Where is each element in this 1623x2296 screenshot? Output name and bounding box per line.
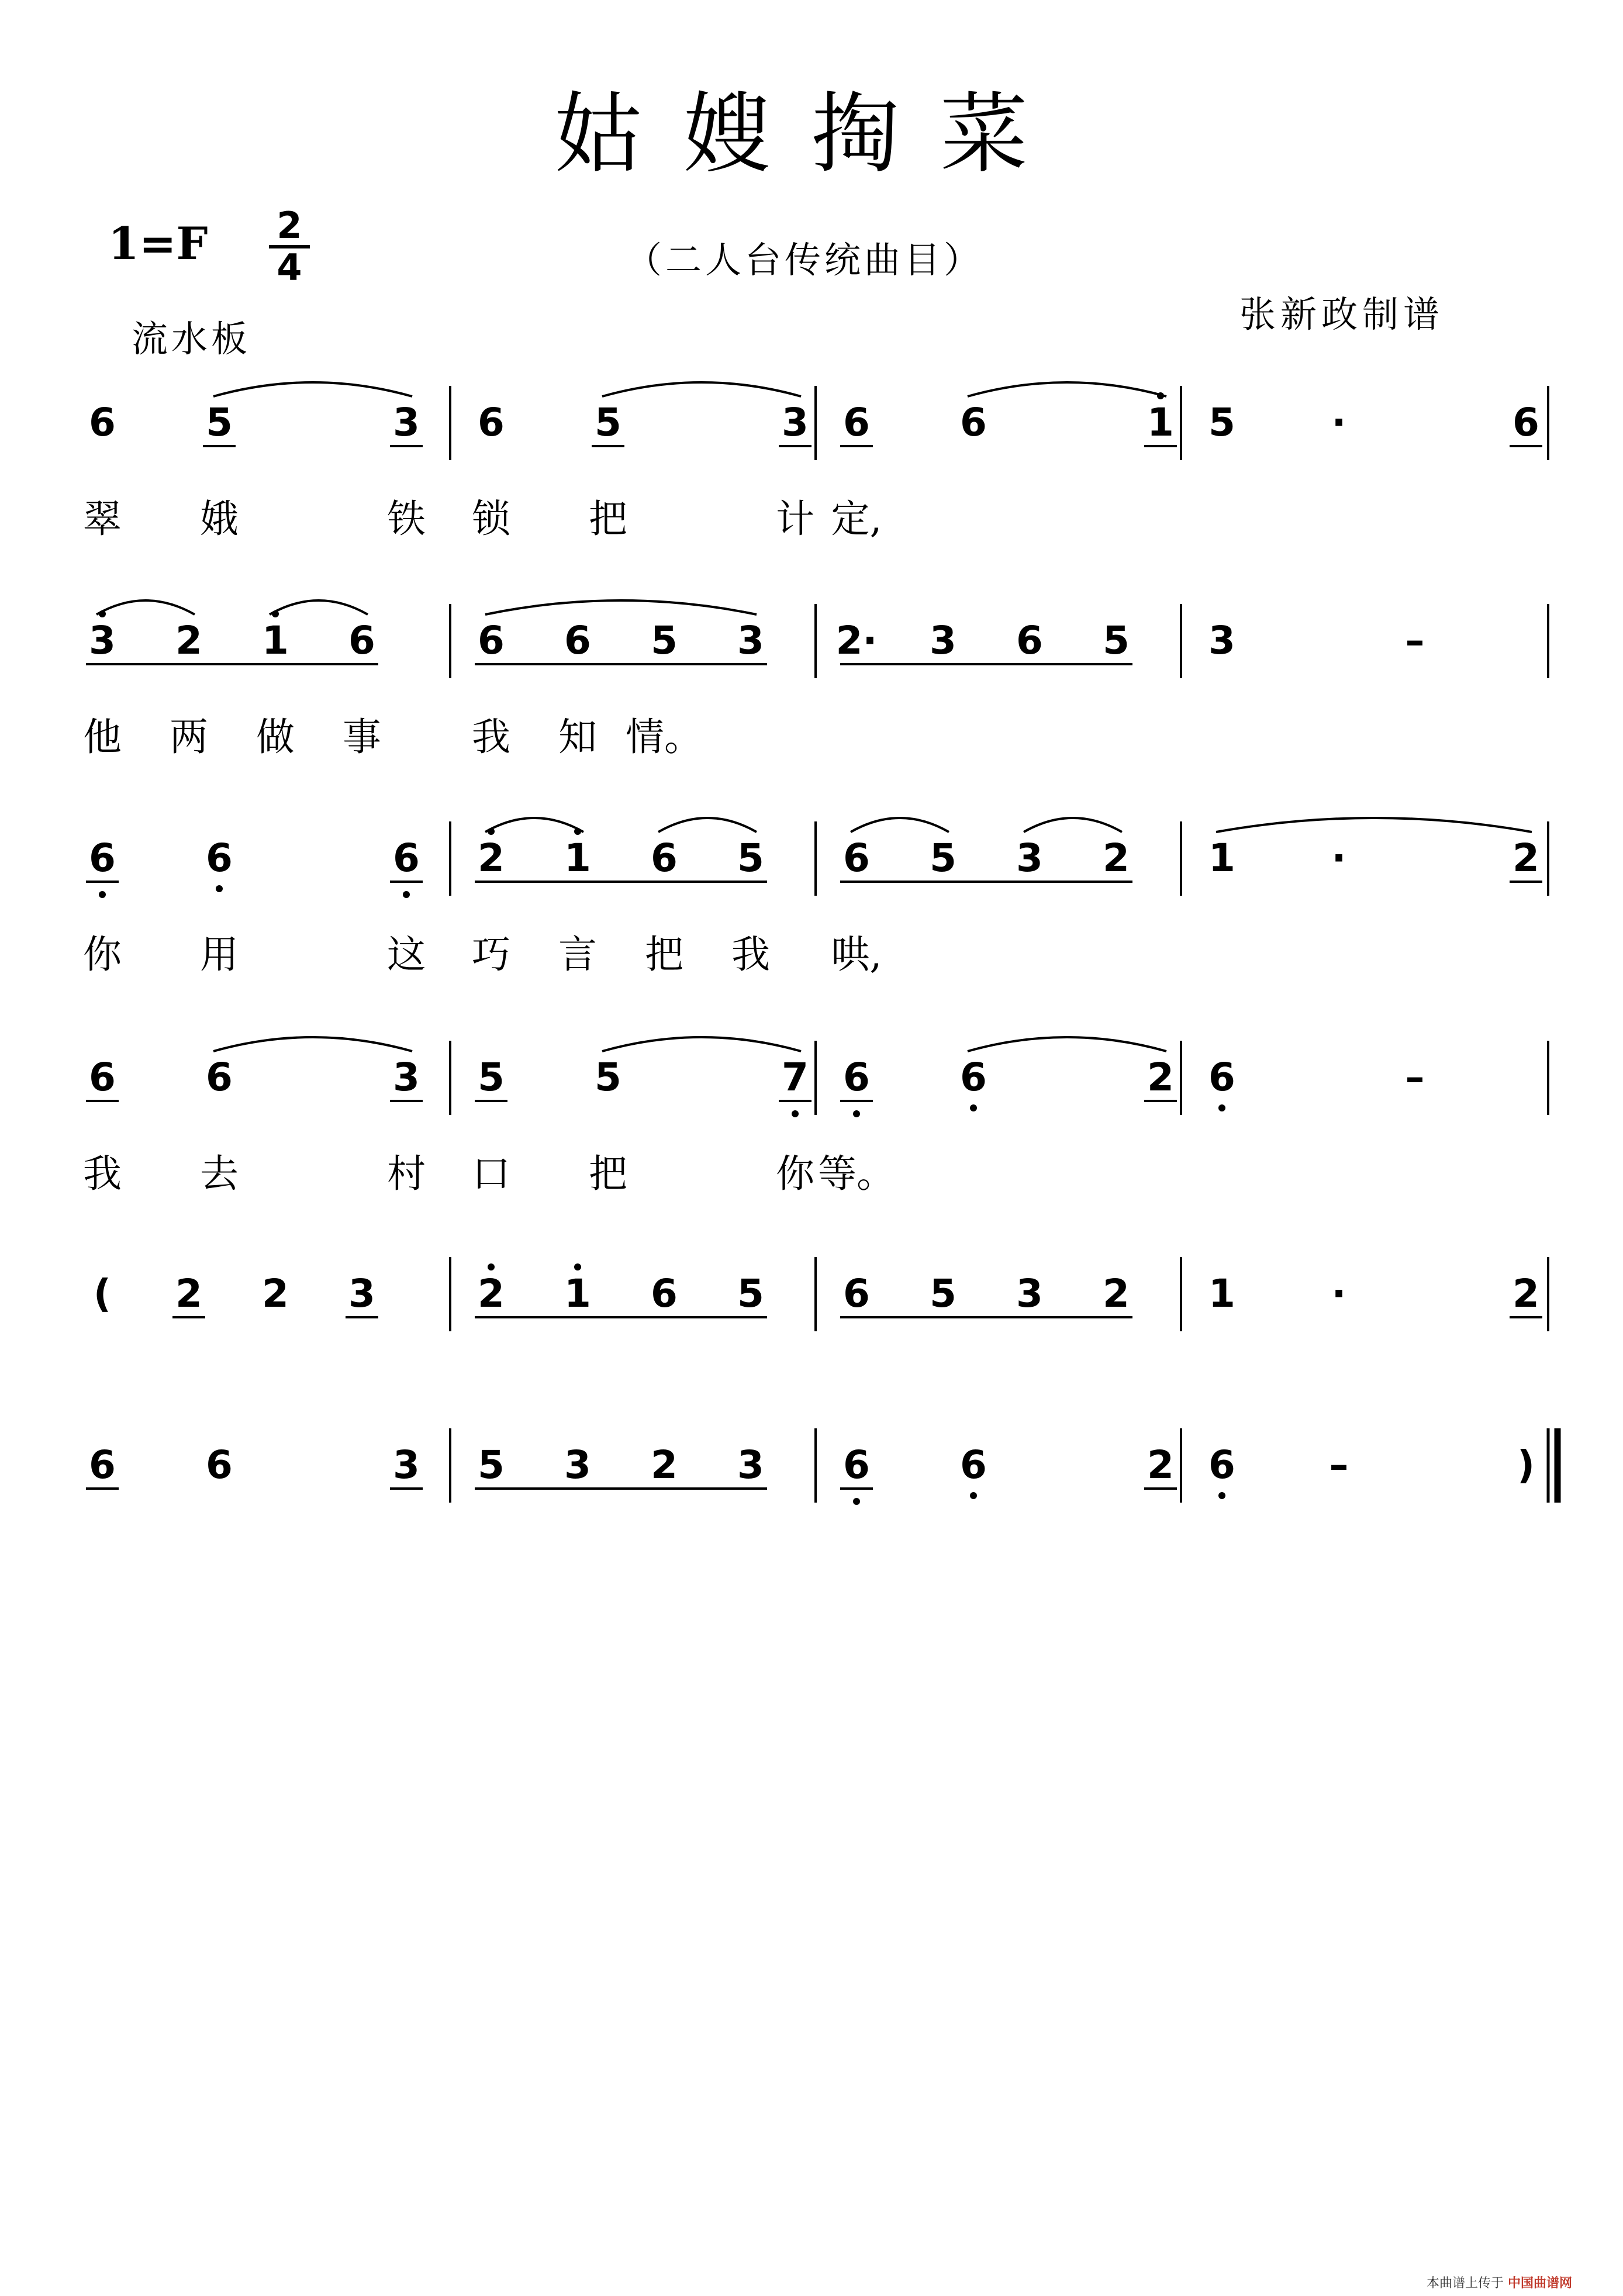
- note: 2: [478, 1271, 505, 1316]
- note: 2: [262, 1271, 289, 1316]
- lyric-syllable: 把: [589, 1151, 627, 1196]
- lyric-syllable: 巧: [472, 932, 510, 977]
- lyric-syllable: 这: [387, 932, 426, 977]
- note: 3: [1016, 835, 1043, 881]
- note: 2: [1513, 835, 1539, 881]
- note: 6: [651, 835, 678, 881]
- slur: [485, 818, 583, 832]
- note: ·: [1331, 400, 1346, 445]
- note: 1: [1208, 835, 1235, 881]
- note: 6: [1208, 1055, 1235, 1100]
- note: 5: [1208, 400, 1235, 445]
- note: 3: [393, 1055, 420, 1100]
- low-octave-dot: [1218, 1104, 1225, 1111]
- lyric-syllable: 翠: [83, 496, 122, 541]
- note: 6: [960, 400, 987, 445]
- note: 6: [89, 1055, 116, 1100]
- low-octave-dot: [970, 1492, 977, 1499]
- arranger-credit: 张新政制谱: [1239, 293, 1445, 336]
- note: 6: [564, 618, 591, 663]
- note: 6: [89, 400, 116, 445]
- note: ·: [1331, 835, 1346, 881]
- lyric-syllable: 知: [558, 714, 597, 759]
- lyric-syllable: 村: [387, 1151, 426, 1196]
- slur: [96, 600, 195, 614]
- note: (: [93, 1271, 112, 1316]
- note: 3: [564, 1442, 591, 1487]
- note: 1: [1147, 400, 1174, 445]
- low-octave-dot: [1218, 1492, 1225, 1499]
- note: 2: [1103, 835, 1130, 881]
- time-signature-bottom: 4: [277, 246, 302, 289]
- lyric-syllable: 情。: [626, 714, 703, 759]
- low-octave-dot: [99, 891, 106, 898]
- note: 2: [478, 835, 505, 881]
- low-octave-dot: [970, 1104, 977, 1111]
- lyric-syllable: 定,: [831, 496, 882, 541]
- key-signature: 1=F: [108, 217, 208, 270]
- slur: [213, 382, 412, 396]
- low-octave-dot: [216, 885, 223, 892]
- low-octave-dot: [853, 1110, 860, 1117]
- slur: [602, 382, 801, 396]
- lyric-syllable: 你: [776, 1151, 814, 1196]
- note: 2: [1513, 1271, 1539, 1316]
- note: 3: [737, 618, 764, 663]
- note: 6: [393, 835, 420, 881]
- lyric-syllable: 哄,: [831, 932, 882, 977]
- slur: [968, 382, 1166, 396]
- note: 1: [262, 618, 289, 663]
- note: 6: [1016, 618, 1043, 663]
- lyric-syllable: 等。: [818, 1151, 895, 1196]
- lyric-syllable: 事: [343, 714, 381, 759]
- note: 3: [393, 400, 420, 445]
- note: 3: [1208, 618, 1235, 663]
- low-octave-dot: [792, 1110, 799, 1117]
- note: 6: [478, 618, 505, 663]
- slur: [602, 1037, 801, 1051]
- note: 5: [478, 1442, 505, 1487]
- lyric-syllable: 去: [200, 1151, 239, 1196]
- note: 1: [564, 1271, 591, 1316]
- note: 5: [651, 618, 678, 663]
- lyric-syllable: 口: [472, 1151, 510, 1196]
- tempo-marking: 流水板: [132, 317, 251, 360]
- note: 6: [1208, 1442, 1235, 1487]
- note: 2: [175, 618, 202, 663]
- note: 6: [206, 835, 233, 881]
- note: 5: [206, 400, 233, 445]
- slur: [270, 600, 368, 614]
- lyric-syllable: 娥: [200, 496, 239, 541]
- note: 5: [737, 835, 764, 881]
- lyric-syllable: 把: [589, 496, 627, 541]
- note: 6: [843, 1442, 870, 1487]
- time-signature-top: 2: [277, 204, 302, 247]
- slur: [658, 818, 757, 832]
- footer-text: 本曲谱上传于: [1427, 2276, 1504, 2291]
- note: 3: [393, 1442, 420, 1487]
- low-octave-dot: [403, 891, 410, 898]
- lyric-syllable: 计: [776, 496, 814, 541]
- lyric-syllable: 两: [170, 714, 208, 759]
- note: 2: [175, 1271, 202, 1316]
- note: ·: [1331, 1271, 1346, 1316]
- note: 2: [1147, 1055, 1174, 1100]
- note: 6: [843, 1271, 870, 1316]
- lyric-syllable: 我: [83, 1151, 122, 1196]
- high-octave-dot: [488, 1263, 495, 1270]
- low-octave-dot: [853, 1498, 860, 1505]
- lyric-syllable: 铁: [387, 496, 426, 541]
- note: 5: [478, 1055, 505, 1100]
- note: 3: [1016, 1271, 1043, 1316]
- note: 6: [843, 400, 870, 445]
- note: 6: [89, 835, 116, 881]
- note: 3: [89, 618, 116, 663]
- note: 5: [595, 400, 621, 445]
- note: 2: [1103, 1271, 1130, 1316]
- slur: [1216, 818, 1532, 832]
- note: 7: [782, 1055, 809, 1100]
- lyric-syllable: 他: [83, 714, 122, 759]
- note: 3: [930, 618, 956, 663]
- slur: [1024, 818, 1122, 832]
- note: –: [1329, 1442, 1349, 1487]
- lyric-syllable: 用: [200, 932, 239, 977]
- note: –: [1405, 618, 1425, 663]
- note: ): [1517, 1442, 1535, 1487]
- note: 6: [206, 1055, 233, 1100]
- lyric-syllable: 锁: [472, 496, 510, 541]
- lyric-syllable: 把: [645, 932, 683, 977]
- note: 6: [651, 1271, 678, 1316]
- slur: [968, 1037, 1166, 1051]
- note: 2: [1147, 1442, 1174, 1487]
- note: 5: [930, 835, 956, 881]
- note: 6: [960, 1442, 987, 1487]
- footer-credit: [1427, 2273, 1572, 2291]
- lyric-syllable: 我: [731, 932, 770, 977]
- note: 6: [843, 835, 870, 881]
- note: 6: [89, 1442, 116, 1487]
- note: 1: [1208, 1271, 1235, 1316]
- note: 5: [737, 1271, 764, 1316]
- note: 3: [348, 1271, 375, 1316]
- note: 1: [564, 835, 591, 881]
- note: 6: [478, 400, 505, 445]
- footer-brand: 中国曲谱网: [1508, 2276, 1573, 2291]
- note: 6: [960, 1055, 987, 1100]
- note: 3: [782, 400, 809, 445]
- note: 3: [737, 1442, 764, 1487]
- note: 5: [930, 1271, 956, 1316]
- note: 5: [595, 1055, 621, 1100]
- high-octave-dot: [574, 1263, 581, 1270]
- note: 6: [206, 1442, 233, 1487]
- slur: [213, 1037, 412, 1051]
- lyric-syllable: 我: [472, 714, 510, 759]
- slur: [485, 600, 757, 614]
- lyric-syllable: 做: [256, 714, 295, 759]
- lyric-syllable: 你: [83, 932, 122, 977]
- note: 2: [651, 1442, 678, 1487]
- note: 6: [1513, 400, 1539, 445]
- note: 5: [1103, 618, 1130, 663]
- subtitle: （二人台传统曲目）: [626, 239, 984, 281]
- note: 6: [843, 1055, 870, 1100]
- page-title: 姑嫂掏菜: [554, 84, 1069, 185]
- note: –: [1405, 1055, 1425, 1100]
- slur: [851, 818, 949, 832]
- lyric-syllable: 言: [558, 932, 597, 977]
- note: 6: [348, 618, 375, 663]
- note: 2·: [835, 618, 878, 663]
